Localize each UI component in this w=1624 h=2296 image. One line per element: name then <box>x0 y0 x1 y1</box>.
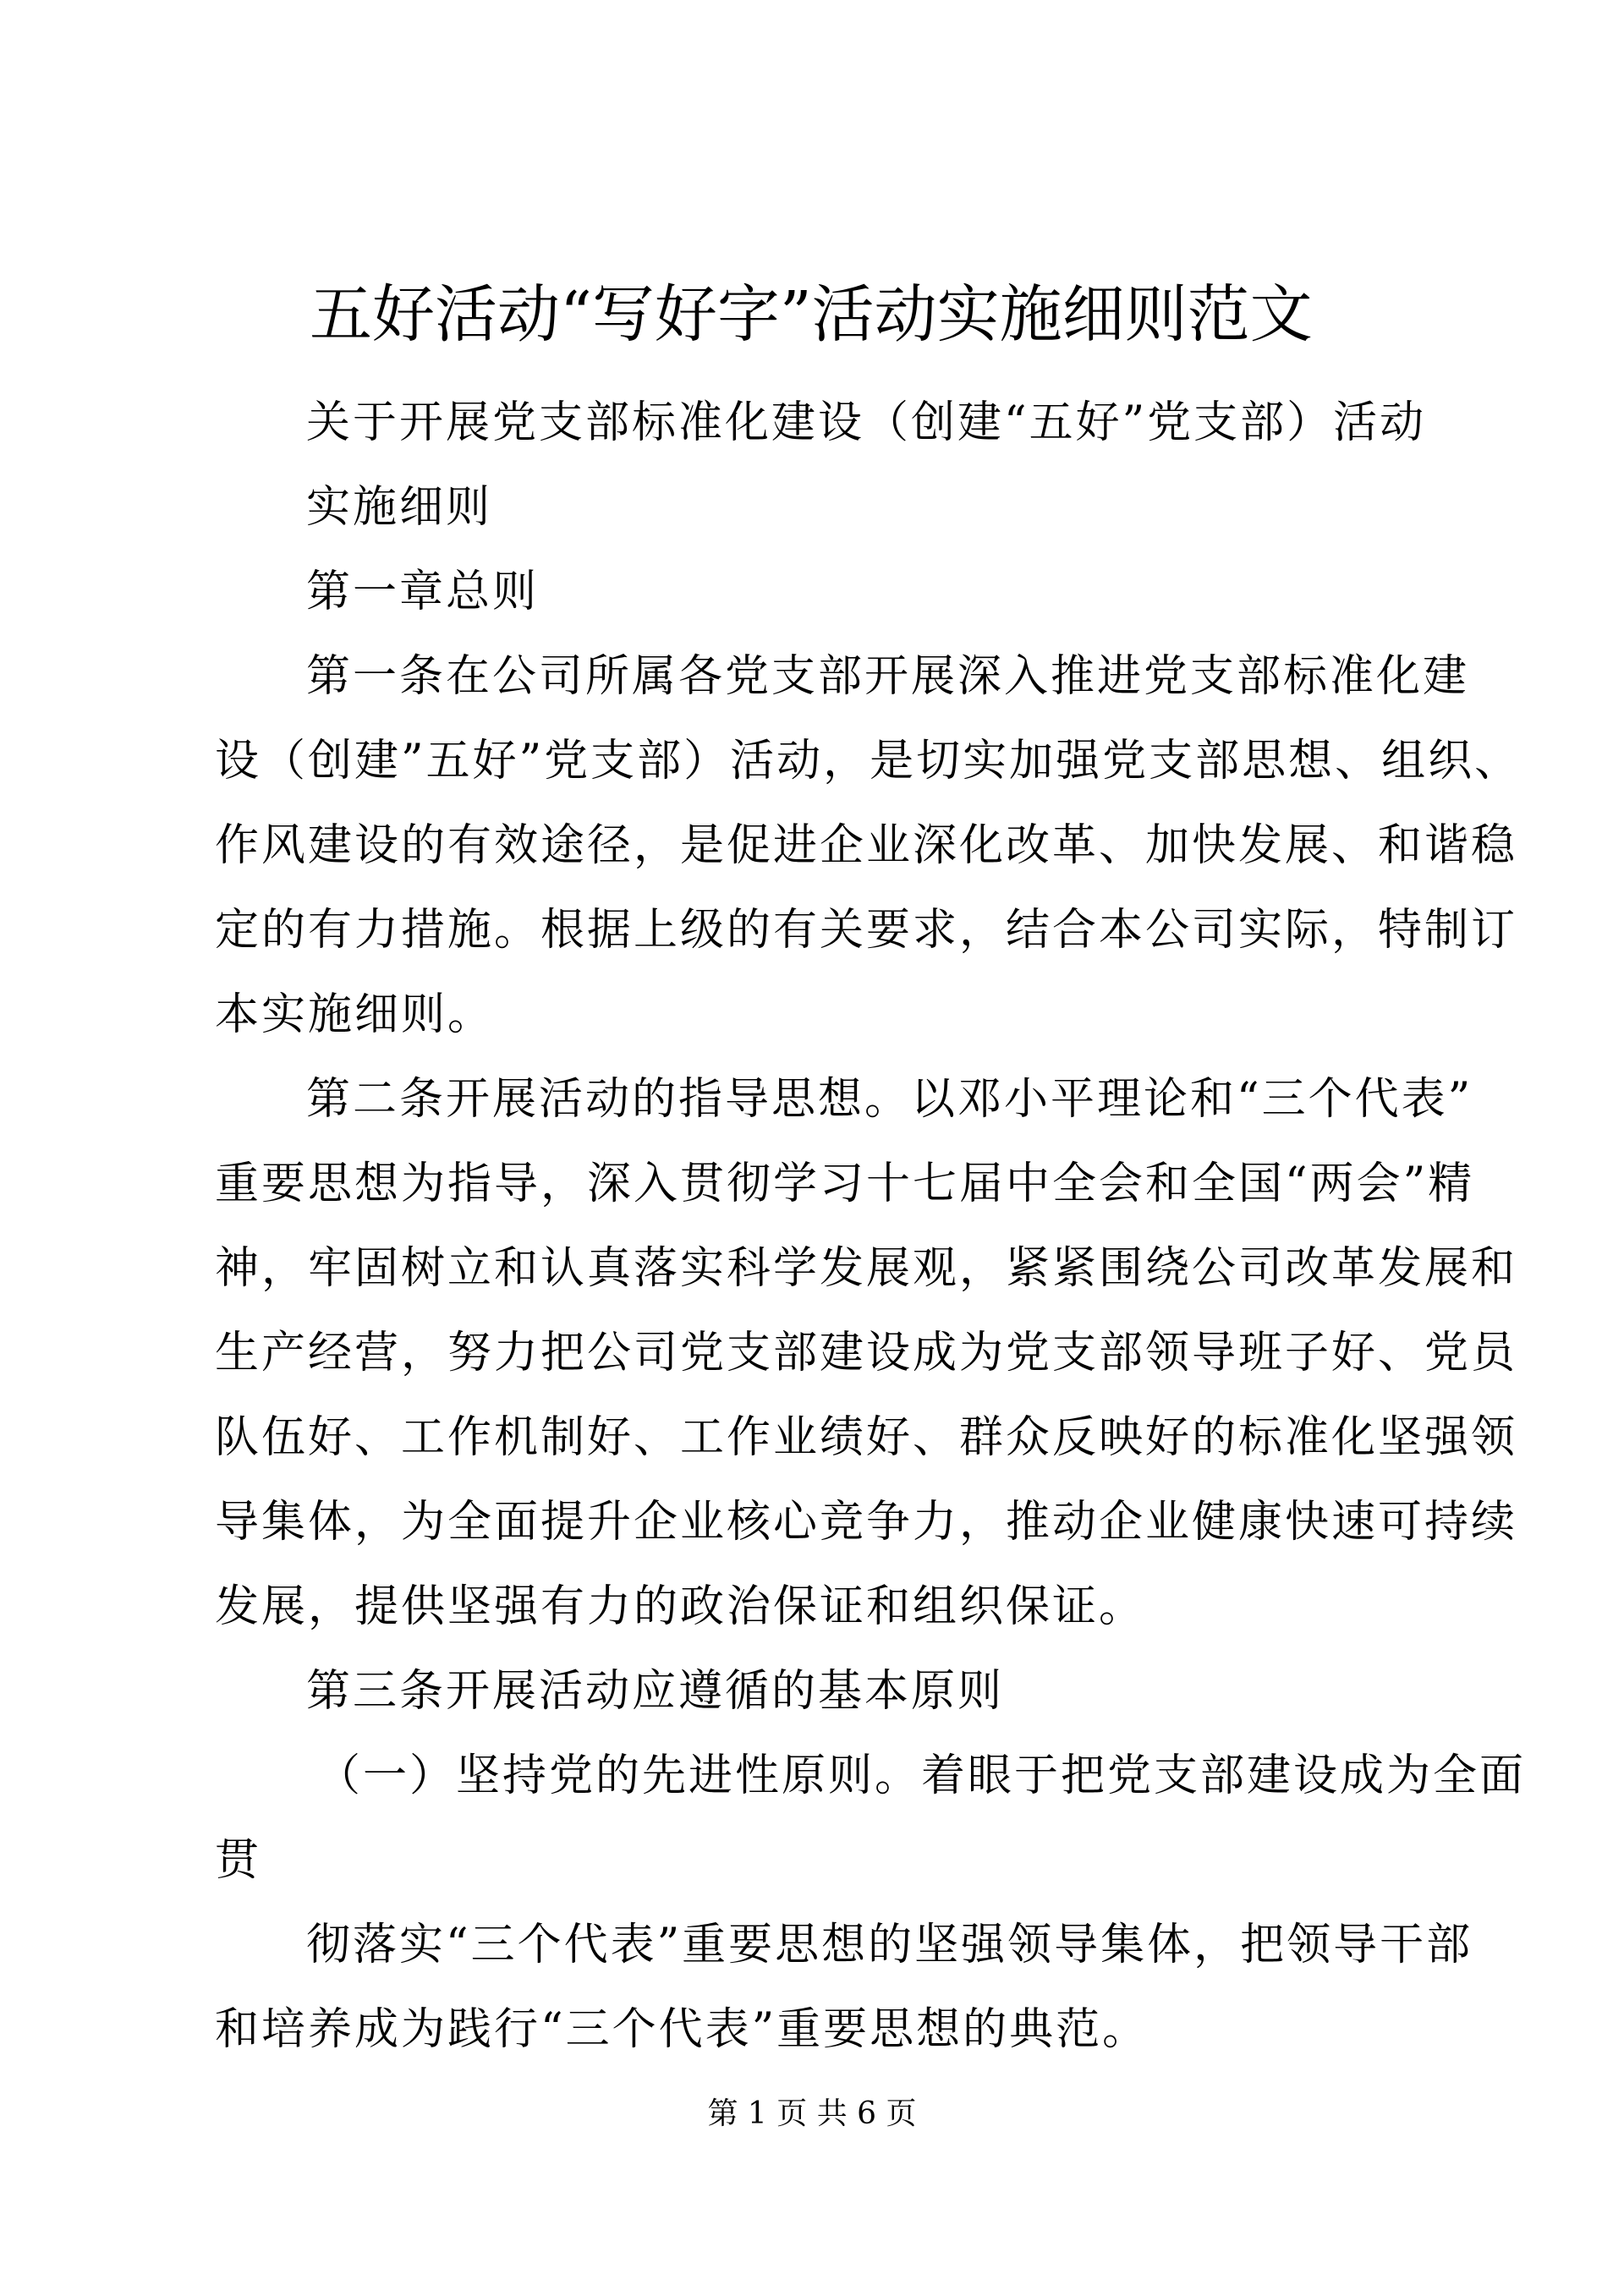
text-line: 设（创建”五好”党支部）活动，是切实加强党支部思想、组织、 <box>215 736 1522 786</box>
text-line: 彻落实“三个代表”重要思想的坚强领导集体，把领导干部 <box>306 1920 1473 1970</box>
text-line: 神，牢固树立和认真落实科学发展观，紧紧围绕公司改革发展和 <box>215 1243 1518 1294</box>
chapter-heading: 第一章总则 <box>306 567 540 617</box>
text-line: 作风建设的有效途径，是促进企业深化改革、加快发展、和谐稳 <box>215 820 1518 871</box>
text-line: 第一条在公司所属各党支部开展深入推进党支部标准化建 <box>306 651 1470 702</box>
text-line: 第二条开展活动的指导思想。以邓小平理论和“三个代表” <box>306 1074 1473 1125</box>
text-line: 定的有力措施。根据上级的有关要求，结合本公司实际，特制订 <box>215 905 1518 956</box>
text-line: 队伍好、工作机制好、工作业绩好、群众反映好的标准化坚强领 <box>215 1412 1518 1463</box>
page-number: 第 1 页 共 6 页 <box>707 2096 917 2131</box>
text-line: 重要思想为指导，深入贯彻学习十七届中全会和全国“两会”精 <box>215 1159 1475 1209</box>
text-line: 贯 <box>215 1835 262 1886</box>
text-line: 生产经营，努力把公司党支部建设成为党支部领导班子好、党员 <box>215 1328 1518 1378</box>
text-line: 关于开展党支部标准化建设（创建“五好”党支部）活动 <box>306 397 1427 448</box>
text-line: 导集体，为全面提升企业核心竞争力，推动企业健康快速可持续 <box>215 1497 1518 1548</box>
text-line: （一）坚持党的先进性原则。着眼于把党支部建设成为全面 <box>316 1751 1527 1801</box>
text-line: 本实施细则。 <box>215 989 495 1040</box>
text-line: 实施细则 <box>306 482 493 533</box>
document-title: 五好活动“写好字”活动实施细则范文 <box>310 278 1313 351</box>
text-line: 和培养成为践行“三个代表”重要思想的典范。 <box>215 2004 1149 2055</box>
text-line: 发展，提供坚强有力的政治保证和组织保证。 <box>215 1581 1146 1632</box>
text-line: 第三条开展活动应遵循的基本原则 <box>306 1666 1005 1717</box>
document-body <box>215 381 1527 2072</box>
